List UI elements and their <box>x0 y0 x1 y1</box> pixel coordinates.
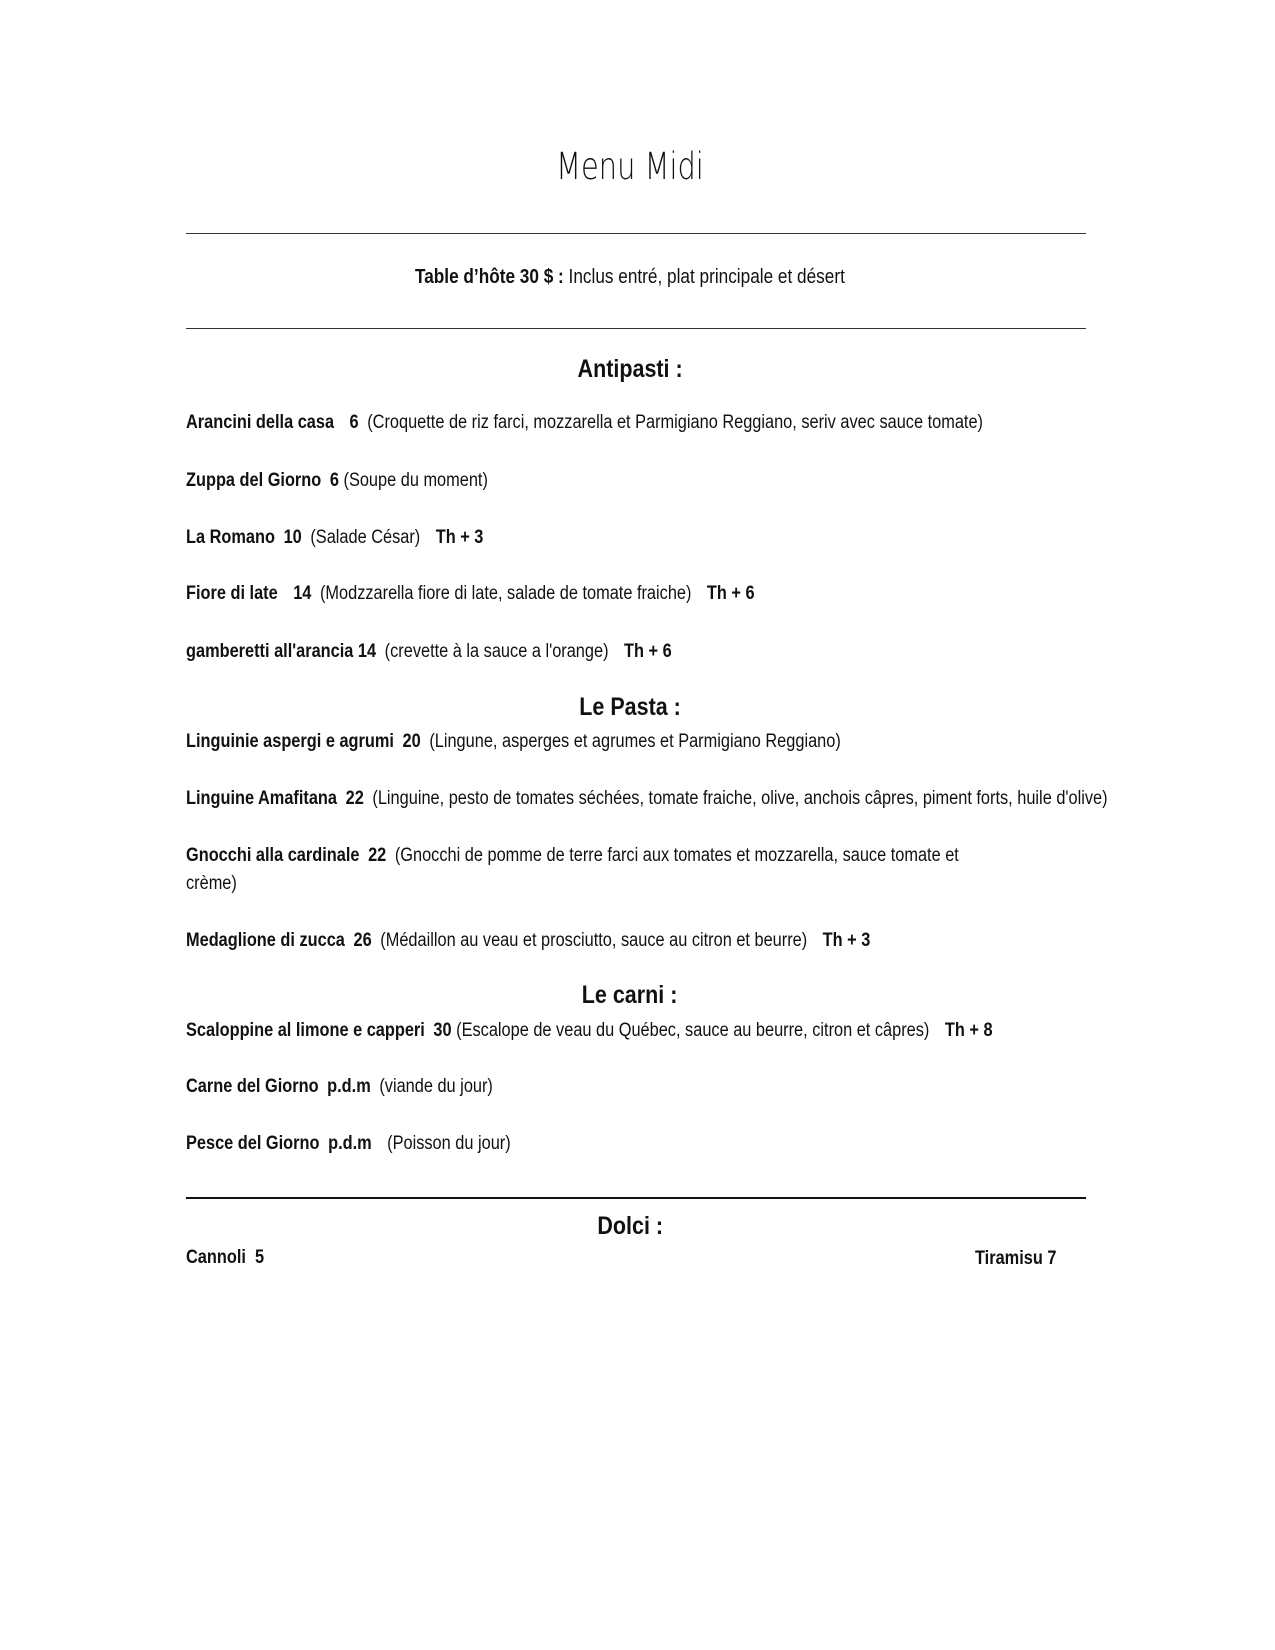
section-dolci-heading: Dolci : <box>597 1212 663 1240</box>
item-price: 22 <box>345 788 364 809</box>
item-name: Fiore di late <box>186 583 278 604</box>
item-price: 26 <box>353 930 372 951</box>
item-name: Gnocchi alla cardinale <box>186 845 360 866</box>
item-price: 7 <box>1047 1248 1057 1269</box>
item-description: (Lingune, asperges et agrumes et Parmigiano Reggiano) <box>429 731 841 752</box>
menu-item <box>186 409 1113 437</box>
table-dhote-label: Table d’hôte 30 $ : <box>415 266 564 288</box>
item-price: 10 <box>283 527 302 548</box>
divider <box>186 233 1086 234</box>
item-description: (crevette à la sauce a l'orange) <box>384 641 609 662</box>
item-name: gamberetti all'arancia <box>186 641 354 662</box>
table-dhote-text: Inclus entré, plat principale et désert <box>563 266 845 288</box>
item-description: (Poisson du jour) <box>387 1133 511 1154</box>
item-name: Cannoli <box>186 1247 246 1268</box>
item-price: 20 <box>402 731 421 752</box>
item-extra: Th + 3 <box>822 930 871 951</box>
dessert-item <box>975 1248 1070 1270</box>
item-name: Zuppa del Giorno <box>186 470 322 491</box>
menu-item <box>186 638 751 666</box>
dessert-item <box>186 1244 277 1272</box>
menu-item <box>186 842 1146 898</box>
item-price: p.d.m <box>327 1076 371 1097</box>
menu-item <box>186 927 982 955</box>
item-description: (Croquette de riz farci, mozzarella et Parmigiano Reggiano, seriv avec sauce tomate) <box>367 412 983 433</box>
item-extra: Th + 8 <box>944 1020 993 1041</box>
item-description: (Modzzarella fiore di late, salade de tomate fraiche) <box>319 583 692 604</box>
item-price: 6 <box>349 412 359 433</box>
item-description: (Médaillon au veau et prosciutto, sauce au citron et beurre) <box>380 930 808 951</box>
item-description: (Soupe du moment) <box>343 470 488 491</box>
section-carni-heading: Le carni : <box>582 981 678 1009</box>
item-price: 6 <box>329 470 339 491</box>
page-title: Menu Midi <box>556 145 704 188</box>
item-description: (viande du jour) <box>379 1076 493 1097</box>
menu-item <box>186 580 847 608</box>
item-description: (Escalope de veau du Québec, sauce au beurre, citron et câpres) <box>456 1020 930 1041</box>
menu-item <box>186 728 947 756</box>
section-antipasti-heading: Antipasti : <box>577 355 683 383</box>
menu-item <box>186 1130 564 1158</box>
item-name: Arancini della casa <box>186 412 335 433</box>
section-pasta-heading: Le Pasta : <box>579 693 681 721</box>
item-price: 30 <box>433 1020 452 1041</box>
divider <box>186 1197 1086 1199</box>
item-description: (Gnocchi de pomme de terre farci aux tomates et mozzarella, sauce tomate et crème) <box>186 845 959 894</box>
menu-item <box>186 785 1258 813</box>
item-extra: Th + 6 <box>624 641 672 662</box>
item-extra: Th + 3 <box>435 527 484 548</box>
divider <box>186 328 1086 329</box>
table-dhote <box>0 266 1260 289</box>
menu-item <box>186 524 532 552</box>
menu-item <box>186 467 537 495</box>
item-name: Medaglione di zucca <box>186 930 345 951</box>
menu-item <box>186 1017 1124 1045</box>
item-name: Carne del Giorno <box>186 1076 319 1097</box>
item-price: 14 <box>293 583 312 604</box>
item-price: 5 <box>255 1247 265 1268</box>
item-extra: Th + 6 <box>706 583 755 604</box>
item-description: (Linguine, pesto de tomates séchées, tomate fraiche, olive, anchois câpres, piment forts, huile d'olive) <box>372 788 1108 809</box>
item-name: Tiramisu <box>975 1248 1043 1269</box>
item-price: p.d.m <box>328 1133 372 1154</box>
menu-item <box>186 1073 543 1101</box>
item-name: Scaloppine al limone e capperi <box>186 1020 425 1041</box>
item-price: 22 <box>368 845 387 866</box>
item-price: 14 <box>357 641 377 662</box>
item-name: Pesce del Giorno <box>186 1133 320 1154</box>
item-name: La Romano <box>186 527 275 548</box>
item-description: (Salade César) <box>310 527 421 548</box>
item-name: Linguinie aspergi e agrumi <box>186 731 394 752</box>
item-name: Linguine Amafitana <box>186 788 338 809</box>
